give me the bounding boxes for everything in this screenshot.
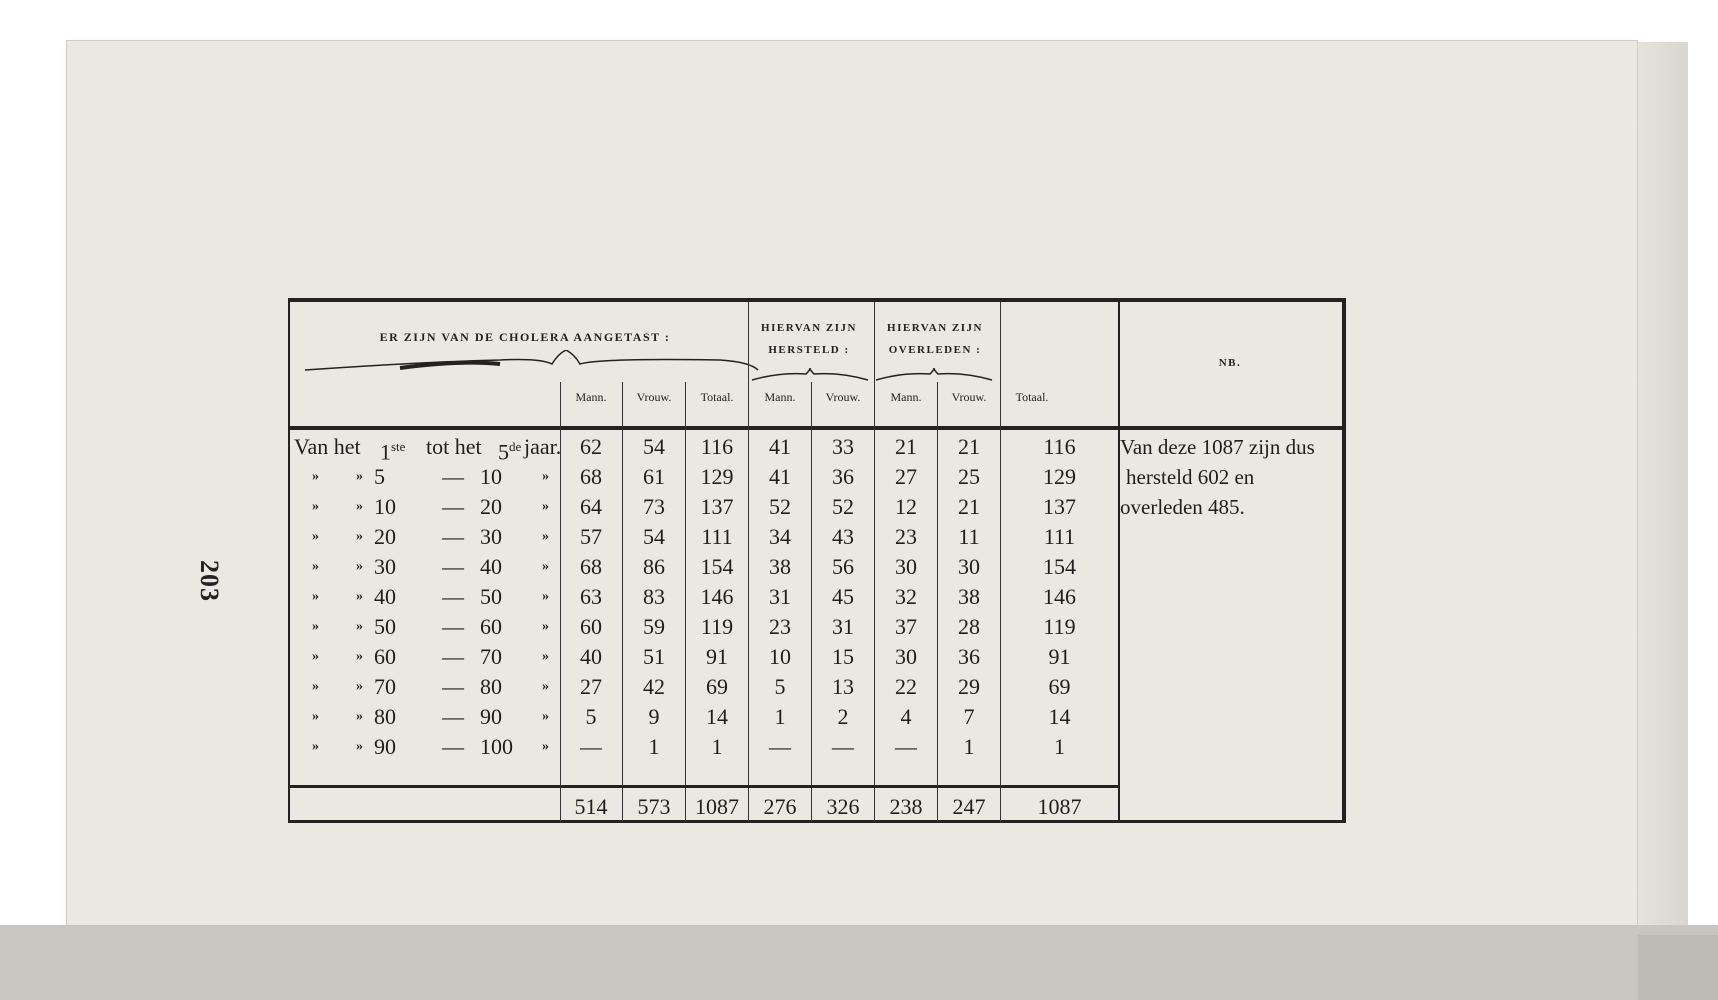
cell-aangetast-mann: 57 <box>580 524 602 549</box>
cell-aangetast-mann: 5 <box>585 704 597 729</box>
cell-aangetast-totaal: 154 <box>700 554 734 579</box>
cell-overleden-mann: 23 <box>895 524 917 549</box>
cell-hersteld-mann: 41 <box>769 464 791 489</box>
ditto-mark: » <box>356 559 363 574</box>
col-mann: Mann. <box>575 390 607 404</box>
cell-totaal: 69 <box>1048 674 1071 699</box>
cell-totaal: 91 <box>1048 644 1071 669</box>
row-label <box>294 672 584 702</box>
cell-hersteld-mann: 1 <box>774 704 786 729</box>
ditto-mark: » <box>356 469 363 484</box>
header-subdivider <box>811 382 812 426</box>
cell-aangetast-vrouw: 51 <box>643 644 665 669</box>
row-label <box>294 432 584 465</box>
col-overleden-totaal: Totaal. <box>1015 390 1049 404</box>
label-from: 40 <box>374 584 396 609</box>
row-label <box>294 552 584 582</box>
nb-line: Van deze 1087 zijn dus <box>1120 435 1315 459</box>
cell-hersteld-mann: — <box>769 734 791 759</box>
cell-totaal: 146 <box>1043 584 1076 609</box>
cell-hersteld-vrouw: 13 <box>832 674 854 699</box>
cell-totaal: 111 <box>1043 524 1076 549</box>
label-from: 20 <box>374 524 396 549</box>
ditto-mark: » <box>312 499 319 514</box>
nb-line: hersteld 602 en <box>1126 465 1255 489</box>
row-label <box>294 732 584 762</box>
label-dash: — <box>442 704 464 729</box>
cell-hersteld-mann: 41 <box>769 434 791 459</box>
header-subdivider <box>685 382 686 426</box>
cell-aangetast-totaal: 111 <box>701 524 733 549</box>
ditto-mark: » <box>312 709 319 724</box>
label-prefix: Van het <box>294 434 361 459</box>
header-divider <box>1000 302 1001 426</box>
totals-divider <box>290 785 1118 788</box>
cell-aangetast-mann: 68 <box>580 554 602 579</box>
cell-overleden-vrouw: 11 <box>958 524 980 549</box>
cell-aangetast-vrouw: 54 <box>643 434 665 459</box>
ditto-mark: » <box>542 529 549 544</box>
total-hersteld-vrouw: 326 <box>826 794 860 819</box>
cell-aangetast-mann: 64 <box>580 494 602 519</box>
cell-totaal: 116 <box>1043 434 1076 459</box>
col-overleden-vrouw: Vrouw. <box>951 390 987 404</box>
header-divider <box>874 302 875 426</box>
row-label <box>294 702 584 732</box>
cell-hersteld-mann: 31 <box>769 584 791 609</box>
table-row <box>290 582 1342 612</box>
ditto-mark: » <box>356 739 363 754</box>
cell-aangetast-vrouw: 54 <box>643 524 665 549</box>
ditto-mark: » <box>542 739 549 754</box>
label-from: 5 <box>374 464 385 489</box>
ditto-mark: » <box>356 529 363 544</box>
cell-aangetast-mann: 68 <box>580 464 602 489</box>
label-to-sup: de <box>509 439 522 454</box>
cell-totaal: 119 <box>1043 614 1076 639</box>
cell-aangetast-totaal: 14 <box>706 704 728 729</box>
totals-row <box>290 792 1342 822</box>
label-to-number: 5 <box>498 439 509 465</box>
label-to: 60 <box>480 614 502 639</box>
ditto-mark: » <box>312 529 319 544</box>
cell-overleden-vrouw: 21 <box>958 434 980 459</box>
nb-line: overleden 485. <box>1120 495 1245 519</box>
ditto-mark: » <box>542 469 549 484</box>
label-dash: — <box>442 524 464 549</box>
col-hersteld-mann: Mann. <box>764 390 796 404</box>
label-from: 30 <box>374 554 396 579</box>
cell-hersteld-vrouw: 31 <box>832 614 854 639</box>
table-row <box>290 642 1342 672</box>
cell-hersteld-vrouw: 52 <box>832 494 854 519</box>
cell-overleden-mann: 12 <box>895 494 917 519</box>
cell-overleden-vrouw: 21 <box>958 494 980 519</box>
cell-totaal: 129 <box>1043 464 1076 489</box>
row-label <box>294 522 584 552</box>
cell-aangetast-vrouw: 61 <box>643 464 665 489</box>
cell-aangetast-vrouw: 86 <box>643 554 665 579</box>
label-from: 60 <box>374 644 396 669</box>
cell-aangetast-vrouw: 1 <box>648 734 660 759</box>
cell-aangetast-vrouw: 59 <box>643 614 665 639</box>
label-from-sup: ste <box>391 439 406 454</box>
total-overleden-mann: 238 <box>889 794 923 819</box>
ditto-mark: » <box>356 619 363 634</box>
cell-aangetast-vrouw: 42 <box>643 674 665 699</box>
cell-aangetast-vrouw: 73 <box>643 494 665 519</box>
label-to: 30 <box>480 524 502 549</box>
ditto-mark: » <box>356 679 363 694</box>
header-subdivider <box>937 382 938 426</box>
ditto-mark: » <box>312 589 319 604</box>
main-brace <box>300 350 760 374</box>
ditto-mark: » <box>356 589 363 604</box>
cell-hersteld-mann: 38 <box>769 554 791 579</box>
cell-aangetast-totaal: 1 <box>711 734 723 759</box>
label-to: 20 <box>480 494 502 519</box>
cell-overleden-vrouw: 25 <box>958 464 980 489</box>
label-from: 10 <box>374 494 396 519</box>
label-from-number: 1 <box>380 439 391 465</box>
table-row <box>290 522 1342 552</box>
ditto-mark: » <box>312 649 319 664</box>
header-hersteld-line1: HIERVAN ZIJN <box>761 322 857 334</box>
cell-aangetast-totaal: 137 <box>700 494 734 519</box>
cell-aangetast-totaal: 119 <box>700 614 734 639</box>
cell-aangetast-vrouw: 9 <box>648 704 660 729</box>
ditto-mark: » <box>356 709 363 724</box>
cell-hersteld-mann: 34 <box>769 524 791 549</box>
label-to: 90 <box>480 704 502 729</box>
ditto-mark: » <box>312 739 319 754</box>
cell-overleden-mann: 32 <box>895 584 917 609</box>
cell-aangetast-mann: — <box>580 734 602 759</box>
cell-hersteld-mann: 5 <box>774 674 786 699</box>
col-vrouw: Vrouw. <box>636 390 672 404</box>
ditto-mark: » <box>312 619 319 634</box>
row-label <box>294 582 584 612</box>
label-to: 50 <box>480 584 502 609</box>
total-aangetast-vrouw: 573 <box>637 794 671 819</box>
underlying-page-edge <box>1638 935 1718 1000</box>
label-from: 80 <box>374 704 396 729</box>
row-label <box>294 492 584 522</box>
total-aangetast-mann: 514 <box>574 794 608 819</box>
ditto-mark: » <box>542 559 549 574</box>
cell-overleden-vrouw: 28 <box>958 614 980 639</box>
label-dash: — <box>442 554 464 579</box>
table-row <box>290 732 1342 762</box>
cell-aangetast-totaal: 116 <box>700 434 734 459</box>
header-subdivider <box>622 382 623 426</box>
page-number: 203 <box>195 560 224 602</box>
label-dash: — <box>442 464 464 489</box>
label-dash: — <box>442 584 464 609</box>
ditto-mark: » <box>542 589 549 604</box>
cell-hersteld-vrouw: — <box>832 734 854 759</box>
label-dash: — <box>442 614 464 639</box>
ditto-mark: » <box>356 499 363 514</box>
table-row <box>290 702 1342 732</box>
cell-aangetast-mann: 63 <box>580 584 602 609</box>
label-dash: — <box>442 644 464 669</box>
label-to: 40 <box>480 554 502 579</box>
hersteld-brace <box>750 368 870 382</box>
cell-overleden-mann: 30 <box>895 644 917 669</box>
table-row <box>290 552 1342 582</box>
cell-hersteld-vrouw: 56 <box>832 554 854 579</box>
table-header <box>290 302 1342 430</box>
cell-overleden-vrouw: 38 <box>958 584 980 609</box>
cell-aangetast-mann: 60 <box>580 614 602 639</box>
cell-totaal: 1 <box>1054 734 1065 759</box>
cell-overleden-vrouw: 30 <box>958 554 980 579</box>
label-dash: — <box>442 674 464 699</box>
cell-overleden-mann: 30 <box>895 554 917 579</box>
cell-overleden-vrouw: 1 <box>963 734 975 759</box>
label-from: 90 <box>374 734 396 759</box>
header-overleden-line2: OVERLEDEN : <box>888 344 982 356</box>
table-row <box>290 612 1342 642</box>
cell-totaal: 14 <box>1048 704 1071 729</box>
cell-aangetast-totaal: 129 <box>700 464 734 489</box>
cell-hersteld-vrouw: 45 <box>832 584 854 609</box>
col-hersteld-vrouw: Vrouw. <box>825 390 861 404</box>
cell-aangetast-vrouw: 83 <box>643 584 665 609</box>
ditto-mark: » <box>542 649 549 664</box>
cell-hersteld-vrouw: 15 <box>832 644 854 669</box>
underlying-page <box>0 925 1718 1000</box>
label-dash: — <box>442 734 464 759</box>
ditto-mark: » <box>542 619 549 634</box>
ditto-mark: » <box>542 709 549 724</box>
ditto-mark: » <box>542 679 549 694</box>
col-overleden-mann: Mann. <box>890 390 922 404</box>
label-dash: — <box>442 494 464 519</box>
row-label <box>294 462 584 492</box>
header-overleden-line1: HIERVAN ZIJN <box>887 322 983 334</box>
ditto-mark: » <box>312 469 319 484</box>
total-totaal: 1087 <box>1037 794 1082 819</box>
total-hersteld-mann: 276 <box>763 794 797 819</box>
label-suffix: jaar. <box>524 434 562 459</box>
cell-hersteld-vrouw: 2 <box>837 704 849 729</box>
table-row <box>290 672 1342 702</box>
cell-overleden-vrouw: 7 <box>963 704 975 729</box>
cell-overleden-mann: 37 <box>895 614 917 639</box>
cell-overleden-mann: 27 <box>895 464 917 489</box>
label-to: 100 <box>480 734 513 759</box>
row-label <box>294 612 584 642</box>
header-divider <box>748 302 749 426</box>
header-divider <box>1118 302 1120 426</box>
label-from: 50 <box>374 614 396 639</box>
label-to: 80 <box>480 674 502 699</box>
ditto-mark: » <box>542 499 549 514</box>
cell-hersteld-mann: 23 <box>769 614 791 639</box>
page-edge <box>1638 42 1688 932</box>
cell-aangetast-mann: 27 <box>580 674 602 699</box>
cell-hersteld-mann: 52 <box>769 494 791 519</box>
label-mid: tot het <box>426 434 482 459</box>
header-nb: NB. <box>1218 357 1242 369</box>
total-overleden-vrouw: 247 <box>952 794 986 819</box>
cell-aangetast-mann: 62 <box>580 434 602 459</box>
cell-overleden-vrouw: 36 <box>958 644 980 669</box>
header-main: ER ZIJN VAN DE CHOLERA AANGETAST : <box>379 330 671 344</box>
label-from: 70 <box>374 674 396 699</box>
cholera-statistics-table <box>288 298 1346 823</box>
cell-overleden-mann: 22 <box>895 674 917 699</box>
row-label <box>294 642 584 672</box>
cell-aangetast-mann: 40 <box>580 644 602 669</box>
cell-aangetast-totaal: 69 <box>706 674 728 699</box>
ditto-mark: » <box>356 649 363 664</box>
cell-hersteld-vrouw: 33 <box>832 434 854 459</box>
cell-aangetast-totaal: 146 <box>700 584 734 609</box>
cell-aangetast-totaal: 91 <box>706 644 728 669</box>
overleden-brace <box>874 368 994 382</box>
cell-overleden-vrouw: 29 <box>958 674 980 699</box>
label-to: 70 <box>480 644 502 669</box>
cell-hersteld-mann: 10 <box>769 644 791 669</box>
cell-overleden-mann: 21 <box>895 434 917 459</box>
header-hersteld-line2: HERSTELD : <box>768 344 850 356</box>
cell-overleden-mann: — <box>895 734 917 759</box>
cell-hersteld-vrouw: 36 <box>832 464 854 489</box>
cell-totaal: 154 <box>1043 554 1076 579</box>
cell-overleden-mann: 4 <box>900 704 912 729</box>
cell-totaal: 137 <box>1043 494 1076 519</box>
col-totaal: Totaal. <box>700 390 734 404</box>
header-subdivider <box>560 382 561 426</box>
label-to: 10 <box>480 464 502 489</box>
ditto-mark: » <box>312 559 319 574</box>
ditto-mark: » <box>312 679 319 694</box>
total-aangetast-totaal: 1087 <box>695 794 739 819</box>
cell-hersteld-vrouw: 43 <box>832 524 854 549</box>
